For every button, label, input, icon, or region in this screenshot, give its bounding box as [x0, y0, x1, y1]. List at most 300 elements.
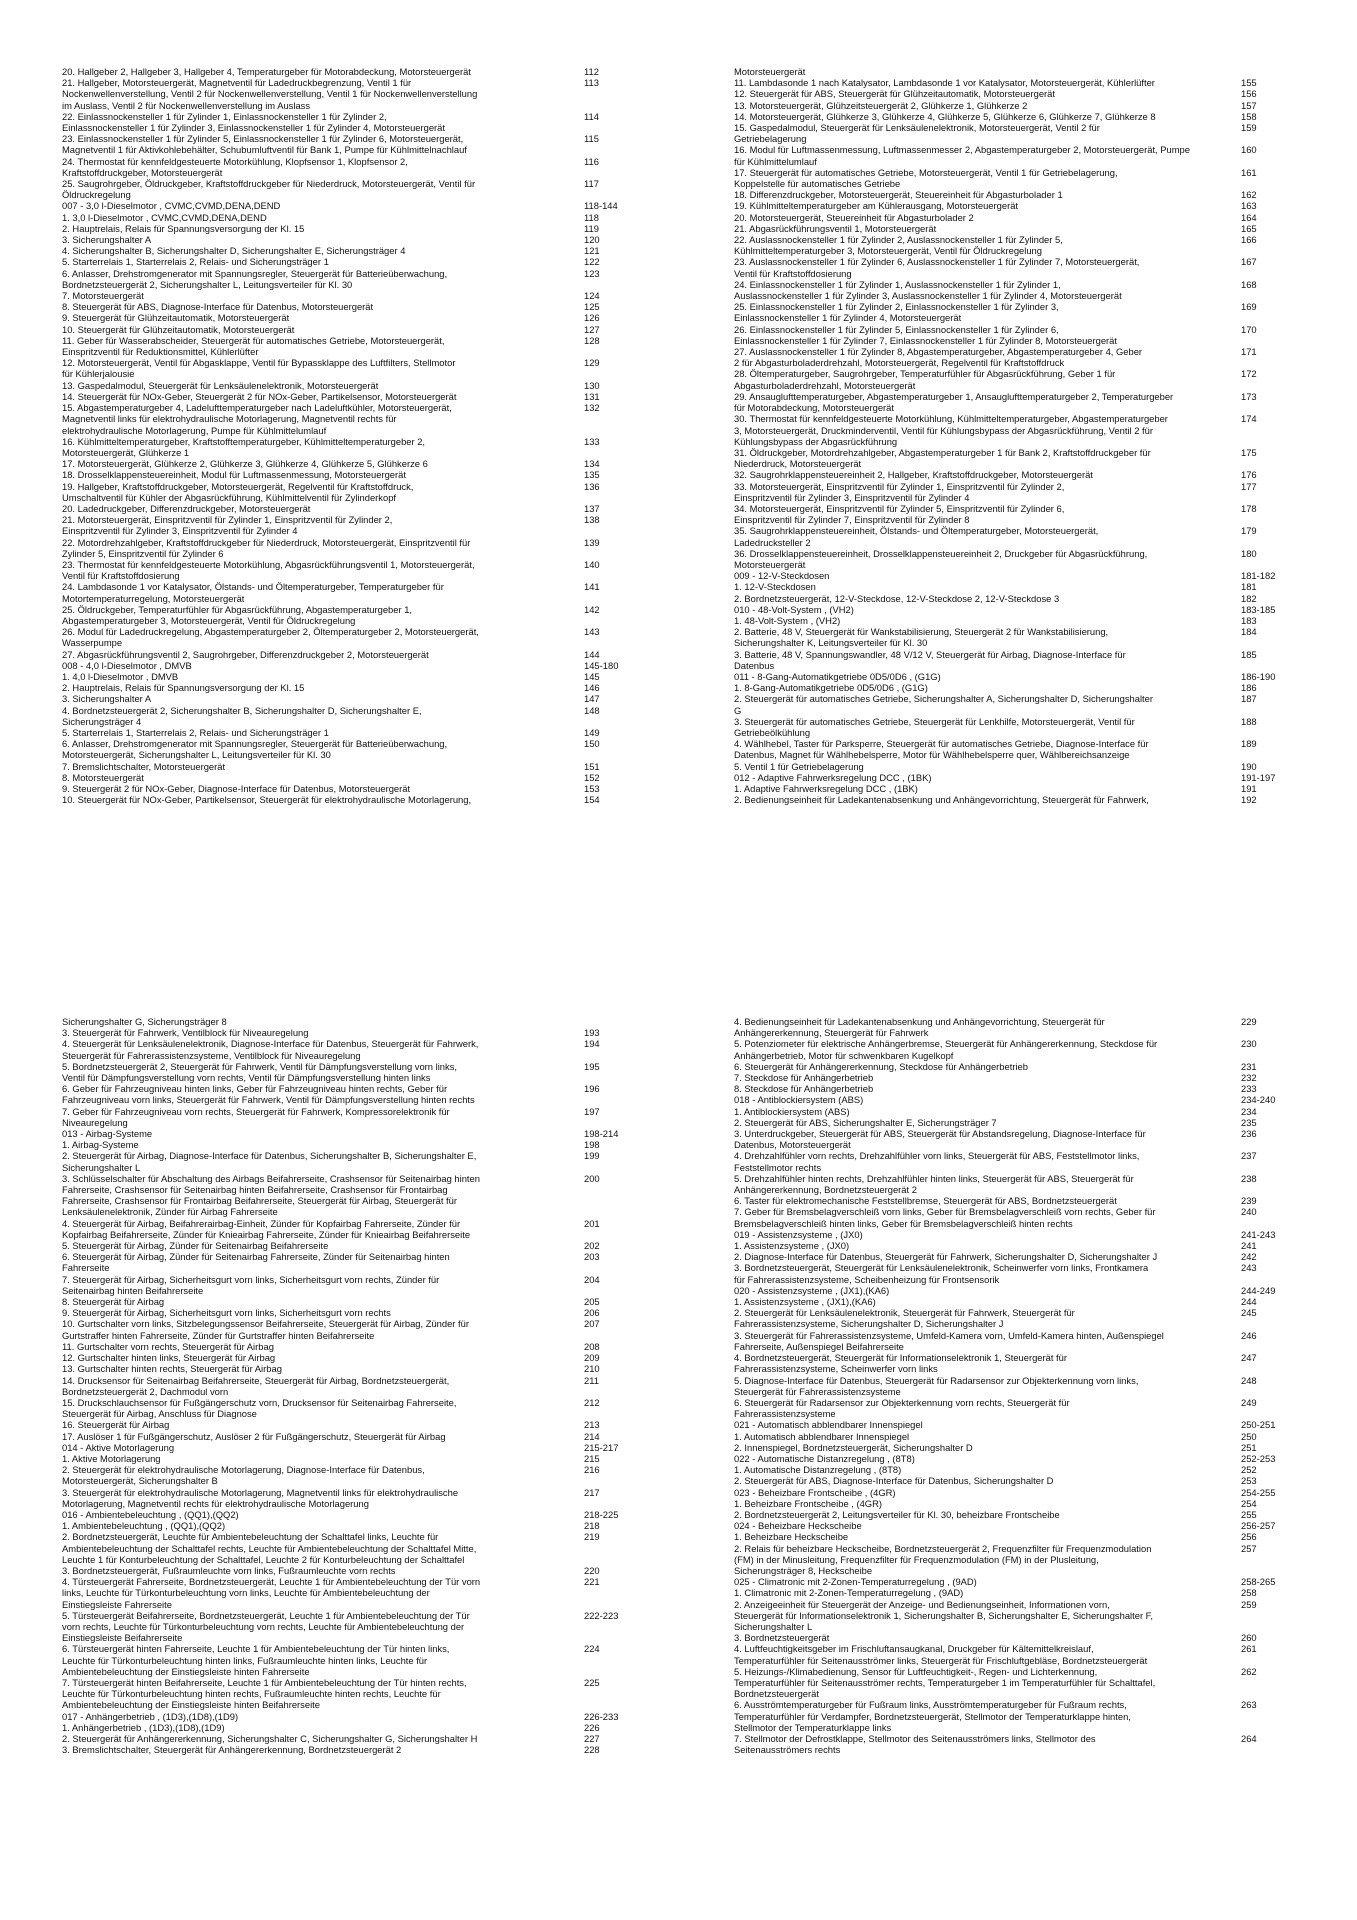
toc-entry-title: 25. Einlassnockensteller 1 für Zylinder 2, Einlassnockensteller 1 für Zylinder 3, Einlassnockensteller 1 für Zylinder 4, Motorsteuergerät: [734, 301, 1059, 324]
toc-entry-title: 6. Anlasser, Drehstromgenerator mit Spannungsregler, Steuergerät für Batterieüberwachung, Motorsteuergerät, Sicherungshalter L, Leitungsverteiler für Kl. 30: [62, 738, 448, 761]
toc-entry-title: 17. Steuergerät für automatisches Getriebe, Motorsteuergerät, Ventil 1 für Getriebelagerung, Koppelstelle für automatisches Getriebe: [734, 166, 1118, 190]
toc-entry: [734, 738, 1296, 760]
toc-entry: [62, 1016, 644, 1027]
toc-entry: [62, 1274, 644, 1296]
toc-entry-title: 22. Motordrehzahlgeber, Kraftstoffdruckgeber für Niederdruck, Motorsteuergerät, Einspritzventil für Zylinder 5, Einspritzventil für Zylinder 6: [62, 536, 471, 559]
toc-entry-title: 15. Druckschlauchsensor für Fußgängerschutz vorn, Drucksensor für Seitenairbag Fahrerseite, Steuergerät für Airbag, Anschluss für Diagnose: [62, 1396, 457, 1420]
toc-entry-page: 185: [1241, 648, 1257, 660]
toc-entry-page: 209: [584, 1352, 600, 1364]
toc-entry-page: 163: [1241, 200, 1257, 212]
toc-entry-page: 252-253: [1241, 1452, 1276, 1464]
toc-entry: [734, 1229, 1296, 1240]
toc-entry-page: 205: [584, 1296, 600, 1308]
toc-entry-title: 7. Steuergerät für Airbag, Sicherheitsgurt vorn links, Sicherheitsgurt vorn rechts, Zünder für Seitenairbag hinten Beifahrerseite: [62, 1273, 440, 1296]
toc-entry: [62, 256, 644, 267]
toc-entry-title: 12. Gurtschalter hinten links, Steuergerät für Airbag: [62, 1352, 276, 1364]
toc-entry-page: 181: [1241, 581, 1257, 593]
toc-entry: [734, 1117, 1296, 1128]
toc-entry-page: 117: [584, 178, 599, 190]
toc-entry: [734, 1509, 1296, 1520]
toc-entry-page: 123: [584, 267, 600, 279]
toc-entry-title: 24. Lambdasonde 1 vor Katalysator, Ölstands- und Öltemperaturgeber, Temperaturgeber für Motortemperaturregelung, Motorsteuergerät: [62, 581, 444, 604]
toc-entry: [734, 391, 1296, 413]
toc-entry: [62, 66, 644, 77]
toc-entry-title: 2. Diagnose-Interface für Datenbus, Steuergerät für Fahrwerk, Sicherungshalter D, Sicherungshalter J: [734, 1251, 1158, 1263]
toc-entry-page: 220: [584, 1564, 600, 1576]
toc-entry-page: 155: [1241, 77, 1257, 89]
toc-entry-page: 146: [584, 682, 600, 694]
toc-entry: [62, 783, 644, 794]
toc-entry-page: 164: [1241, 211, 1257, 223]
toc-entry-page: 158: [1241, 110, 1257, 122]
toc-entry-page: 122: [584, 256, 600, 268]
toc-entry: [734, 167, 1296, 189]
toc-entry-page: 222-223: [584, 1609, 619, 1621]
toc-entry: [734, 1240, 1296, 1251]
toc-entry-page: 263: [1241, 1699, 1257, 1711]
toc-entry: [734, 77, 1296, 88]
toc-entry: [734, 1173, 1296, 1195]
toc-entry-page: 126: [584, 312, 600, 324]
toc-entry-title: 1. Anhängerbetrieb , (1D3),(1D8),(1D9): [62, 1721, 225, 1733]
toc-entry-page: 193: [584, 1027, 600, 1039]
toc-entry-page: 219: [584, 1531, 600, 1543]
toc-entry: [734, 693, 1296, 715]
toc-entry-page: 236: [1241, 1128, 1257, 1140]
toc-entry-title: 2. Steuergerät für Anhängererkennung, Sicherungshalter C, Sicherungshalter G, Sicherungshalter H: [62, 1733, 478, 1744]
toc-entry: [62, 727, 644, 738]
toc-entry-title: 6. Steuergerät für Airbag, Zünder für Seitenairbag Fahrerseite, Zünder für Seitenairbag hinten Fahrerseite: [62, 1251, 450, 1274]
toc-entry: [734, 368, 1296, 390]
toc-entry: [62, 1296, 644, 1307]
toc-entry-title: 7. Stellmotor der Defrostklappe, Stellmotor des Seitenausströmers links, Stellmotor des Seitenausströmers rechts: [734, 1733, 1096, 1756]
toc-entry: [62, 1487, 644, 1509]
toc-entry: [62, 212, 644, 223]
document-page-2: [0, 960, 1357, 1920]
toc-entry-title: 2. Steuergerät für ABS, Sicherungshalter E, Sicherungsträger 7: [734, 1116, 997, 1128]
toc-entry: [734, 256, 1296, 278]
toc-entry: [734, 1375, 1296, 1397]
toc-entry: [734, 548, 1296, 570]
toc-entry: [734, 503, 1296, 525]
toc-entry: [62, 436, 644, 458]
toc-entry-page: 233: [1241, 1083, 1257, 1095]
toc-entry-page: 252: [1241, 1464, 1257, 1476]
toc-entry-title: 5. Ventil 1 für Getriebelagerung: [734, 760, 864, 772]
toc-entry-title: 11. Geber für Wasserabscheider, Steuergerät für automatisches Getriebe, Motorsteuergerät, Einspritzventil für Reduktionsmittel, Kühlerlüfter: [62, 334, 445, 358]
toc-entry: [62, 481, 644, 503]
toc-entry-title: 1. 3,0 l-Dieselmotor , CVMC,CVMD,DENA,DEND: [62, 211, 267, 223]
toc-entry-page: 217: [584, 1486, 600, 1498]
toc-entry: [62, 357, 644, 379]
toc-entry: [734, 1587, 1296, 1598]
toc-entry-page: 254: [1241, 1497, 1257, 1509]
toc-entry-title: 8. Steckdose für Anhängerbetrieb: [734, 1083, 874, 1095]
toc-entry-page: 241: [1241, 1240, 1257, 1252]
toc-entry: [734, 447, 1296, 469]
toc-entry-page: 167: [1241, 256, 1257, 268]
toc-entry-page: 187: [1241, 693, 1257, 705]
toc-entry: [62, 335, 644, 357]
toc-entry-page: 132: [584, 402, 600, 414]
toc-entry-page: 259: [1241, 1598, 1257, 1610]
toc-entry-page: 195: [584, 1060, 600, 1072]
toc-entry-page: 174: [1241, 413, 1257, 425]
toc-entry-page: 196: [584, 1083, 600, 1095]
toc-entry-page: 133: [584, 435, 600, 447]
toc-entry-page: 145: [584, 670, 600, 682]
toc-entry: [62, 1352, 644, 1363]
toc-entry-title: 2. Hauptrelais, Relais für Spannungsversorgung der Kl. 15: [62, 222, 305, 234]
toc-entry: [734, 100, 1296, 111]
toc-entry-page: 149: [584, 726, 600, 738]
toc-entry-title: 1. Automatisch abblendbarer Innenspiegel: [734, 1430, 910, 1442]
toc-entry: [62, 1610, 644, 1644]
toc-entry: [734, 1307, 1296, 1329]
toc-entry: [734, 1531, 1296, 1542]
toc-entry-page: 234-240: [1241, 1094, 1276, 1106]
toc-entry: [62, 1251, 644, 1273]
toc-entry-title: 19. Kühlmitteltemperaturgeber am Kühlerausgang, Motorsteuergerät: [734, 200, 1019, 212]
toc-entry: [734, 615, 1296, 626]
toc-entry-page: 124: [584, 290, 600, 302]
toc-entry-page: 251: [1241, 1441, 1257, 1453]
toc-entry-page: 127: [584, 323, 600, 335]
toc-entry-title: 020 - Assistenzsysteme , (JX1),(KA6): [734, 1284, 890, 1296]
toc-entry: [734, 346, 1296, 368]
toc-entry: [62, 581, 644, 603]
toc-entry: [62, 1509, 644, 1520]
toc-entry: [62, 1520, 644, 1531]
toc-entry: [734, 324, 1296, 346]
toc-entry: [62, 391, 644, 402]
toc-entry-page: 256: [1241, 1531, 1257, 1543]
toc-entry-title: 2. Bordnetzsteuergerät, 12-V-Steckdose, 12-V-Steckdose 2, 12-V-Steckdose 3: [734, 592, 1060, 604]
toc-entry-title: 3. Bordnetzsteuergerät, Fußraumleuchte vorn links, Fußraumleuchte vorn rechts: [62, 1564, 396, 1576]
toc-entry-title: 021 - Automatisch abblendbarer Innenspiegel: [734, 1419, 923, 1431]
toc-entry-title: 16. Kühlmitteltemperaturgeber, Kraftstofftemperaturgeber, Kühlmitteltemperaturgeber 2, Motorsteuergerät, Glühkerze 1: [62, 435, 426, 458]
toc-entry-title: 27. Auslassnockensteller 1 für Zylinder 8, Abgastemperaturgeber, Abgastemperaturgeber 4, Geber 2 für Abgasturboladerdrehzahl, Motorsteuergerät, Regelventil für Kraftstoffdruck: [734, 346, 1143, 369]
toc-entry-page: 173: [1241, 390, 1257, 402]
toc-entry-page: 235: [1241, 1116, 1257, 1128]
toc-entry-page: 116: [584, 155, 599, 167]
toc-entry-page: 151: [584, 760, 600, 772]
toc-entry-page: 262: [1241, 1665, 1257, 1677]
toc-entry-page: 180: [1241, 547, 1257, 559]
toc-entry-page: 171: [1241, 346, 1257, 358]
toc-entry: [62, 1128, 644, 1139]
toc-entry-title: 2. Steuergerät für Airbag, Diagnose-Interface für Datenbus, Sicherungshalter B, Sicherungshalter E, Sicherungshalter L: [62, 1150, 477, 1173]
toc-entry-page: 175: [1241, 446, 1257, 458]
toc-entry: [62, 312, 644, 323]
toc-entry-title: 21. Hallgeber, Motorsteuergerät, Magnetventil für Ladedruckbegrenzung, Ventil 1 für Nockenwellenverstellung, Ventil 2 für Nockenwellenverstellung, Ventil 1 für Nockenwellenverstellung im Auslass, Ventil 2 für Nockenwellenverstellung im Auslass: [62, 77, 478, 111]
toc-entry: [734, 469, 1296, 480]
toc-entry-page: 258: [1241, 1587, 1257, 1599]
toc-entry-title: 013 - Airbag-Systeme: [62, 1128, 153, 1140]
toc-entry: [62, 156, 644, 178]
toc-entry: [734, 1195, 1296, 1206]
toc-entry-title: 27. Abgasrückführungsventil 2, Saugrohrgeber, Differenzdruckgeber 2, Motorsteuergerät: [62, 648, 429, 660]
toc-entry-page: 228: [584, 1744, 600, 1756]
toc-entry: [62, 290, 644, 301]
toc-entry: [62, 1240, 644, 1251]
toc-entry: [62, 178, 644, 200]
toc-entry-page: 244-249: [1241, 1284, 1276, 1296]
toc-entry-title: 1. Adaptive Fahrwerksregelung DCC , (1BK): [734, 783, 918, 794]
toc-entry: [62, 1722, 644, 1733]
toc-entry-title: 025 - Climatronic mit 2-Zonen-Temperaturregelung , (9AD): [734, 1576, 977, 1588]
toc-entry-title: 4. Luftfeuchtigkeitsgeber im Frischluftansaugkanal, Druckgeber für Kältemittelkreislauf, Temperaturfühler für Seitenausströmer links, Steuergerät für Frischluftgebläse, Bordnetzsteuergerät: [734, 1643, 1148, 1666]
toc-entry-title: 4. Steuergerät für Airbag, Beifahrerairbag-Einheit, Zünder für Kopfairbag Fahrerseite, Zünder für Kopfairbag Beifahrerseite, Zünder für Knieairbag Fahrerseite, Zünder für Knieairbag Beifahrerseite: [62, 1217, 471, 1240]
toc-entry-title: 010 - 48-Volt-System , (VH2): [734, 603, 854, 615]
toc-entry: [734, 301, 1296, 323]
toc-column-right: [734, 66, 1296, 805]
toc-entry-title: 13. Gaspedalmodul, Steuergerät für Lenksäulenelektronik, Motorsteuergerät: [62, 379, 379, 391]
toc-entry: [734, 604, 1296, 615]
toc-entry-page: 253: [1241, 1475, 1257, 1487]
toc-entry: [62, 380, 644, 391]
toc-entry-title: 20. Ladedruckgeber, Differenzdruckgeber, Motorsteuergerät: [62, 502, 311, 514]
toc-entry: [62, 458, 644, 469]
toc-entry-title: 2. Innenspiegel, Bordnetzsteuergerät, Sicherungshalter D: [734, 1441, 973, 1453]
toc-entry-page: 199: [584, 1150, 600, 1162]
toc-entry-page: 256-257: [1241, 1520, 1276, 1532]
toc-entry-page: 248: [1241, 1374, 1257, 1386]
toc-entry: [734, 794, 1296, 805]
toc-entry-page: 204: [584, 1273, 600, 1285]
toc-entry: [734, 279, 1296, 301]
toc-entry-title: 8. Steuergerät für ABS, Diagnose-Interface für Datenbus, Motorsteuergerät: [62, 301, 374, 313]
toc-entry-page: 119: [584, 222, 599, 234]
toc-entry-page: 226: [584, 1721, 600, 1733]
toc-entry: [62, 1442, 644, 1453]
toc-entry-page: 257: [1241, 1542, 1257, 1554]
toc-column-right: [734, 1016, 1296, 1755]
toc-entry-title: 014 - Aktive Motorlagerung: [62, 1441, 175, 1453]
toc-entry-page: 203: [584, 1251, 600, 1263]
toc-entry-page: 249: [1241, 1396, 1257, 1408]
toc-entry: [734, 1262, 1296, 1284]
toc-entry: [734, 1475, 1296, 1486]
toc-entry-title: 3. Bordnetzsteuergerät, Steuergerät für Lenksäulenelektronik, Scheinwerfer vorn links, Frontkamera für Fahrerassistenzsysteme, Scheibenheizung für Frontsensorik: [734, 1262, 1149, 1285]
toc-entry-page: 232: [1241, 1072, 1257, 1084]
toc-entry: [734, 525, 1296, 547]
toc-entry: [62, 469, 644, 480]
toc-entry-title: 10. Steuergerät für Glühzeitautomatik, Motorsteuergerät: [62, 323, 295, 335]
toc-entry-page: 264: [1241, 1733, 1257, 1744]
toc-entry: [62, 1061, 644, 1083]
toc-entry-title: 024 - Beheizbare Heckscheibe: [734, 1520, 862, 1532]
toc-entry-page: 212: [584, 1396, 600, 1408]
toc-entry-title: 4. Steuergerät für Lenksäulenelektronik, Diagnose-Interface für Datenbus, Steuergerät für Fahrwerk, Steuergerät für Fahrerassistenzsysteme, Ventilblock für Niveauregelung: [62, 1038, 479, 1061]
toc-entry-page: 177: [1241, 480, 1257, 492]
toc-entry: [62, 794, 644, 805]
toc-entry-title: 5. Heizungs-/Klimabedienung, Sensor für Luftfeuchtigkeit-, Regen- und Lichterkennung, Temperaturfühler für Seitenausströmer rechts, Temperaturgeber 1 im Temperaturfühler für Schalttafel, Bordnetzsteuergerät: [734, 1665, 1156, 1700]
toc-entry-page: 225: [584, 1676, 600, 1688]
toc-entry-title: 4. Bordnetzsteuergerät, Steuergerät für Informationselektronik 1, Steuergerät für Fahrerassistenzsysteme, Scheinwerfer vorn links: [734, 1352, 1067, 1375]
toc-entry: [734, 200, 1296, 211]
toc-entry-title: 10. Steuergerät für NOx-Geber, Partikelsensor, Steuergerät für elektrohydraulische Motorlagerung,: [62, 794, 472, 806]
toc-entry-page: 254-255: [1241, 1486, 1276, 1498]
toc-entry: [734, 1094, 1296, 1105]
toc-entry-title: 3. Schlüsselschalter für Abschaltung des Airbags Beifahrerseite, Crashsensor für Seitenairbag hinten Fahrerseite, Crashsensor für Seitenairbag hinten Beifahrerseite, Crashsensor für Frontairbag Fahrerseite, Crashsensor für Frontairbag Beifahrerseite, Steuergerät für Airbag, Steuergerät für Lenksäulenelektronik, Zünder für Airbag Fahrerseite: [62, 1172, 480, 1218]
toc-entry-page: 183: [1241, 614, 1257, 626]
toc-entry-page: 165: [1241, 222, 1257, 234]
toc-entry-page: 197: [584, 1105, 600, 1117]
toc-entry-title: 019 - Assistenzsysteme , (JX0): [734, 1228, 863, 1240]
toc-entry-page: 242: [1241, 1251, 1257, 1263]
toc-entry-title: 4. Drehzahlfühler vorn rechts, Drehzahlfühler vorn links, Steuergerät für ABS, Feststellmotor links, Feststellmotor rechts: [734, 1150, 1140, 1173]
toc-entry: [734, 1431, 1296, 1442]
toc-entry-page: 258-265: [1241, 1576, 1276, 1588]
toc-entry-title: 008 - 4,0 l-Dieselmotor , DMVB: [62, 659, 192, 671]
toc-entry-title: 4. Bordnetzsteuergerät 2, Sicherungshalter B, Sicherungshalter D, Sicherungshalter E, Sicherungsträger 4: [62, 704, 422, 727]
toc-entry-title: 26. Einlassnockensteller 1 für Zylinder 5, Einlassnockensteller 1 für Zylinder 6, Einlassnockensteller 1 für Zylinder 7, Einlassnockensteller 1 für Zylinder 8, Motorsteuergerät: [734, 323, 1117, 346]
toc-entry-page: 214: [584, 1430, 600, 1442]
toc-entry-title: Sicherungshalter G, Sicherungsträger 8: [62, 1016, 227, 1027]
toc-entry-page: 247: [1241, 1352, 1257, 1364]
toc-entry: [62, 324, 644, 335]
toc-entry-title: 26. Modul für Ladedruckregelung, Abgastemperaturgeber 2, Öltemperaturgeber 2, Motorsteuergerät, Wasserpumpe: [62, 626, 479, 649]
toc-entry-title: 22. Einlassnockensteller 1 für Zylinder 1, Einlassnockensteller 1 für Zylinder 2, Einlassnockensteller 1 für Zylinder 3, Einlassnockensteller 1 für Zylinder 4, Motorsteuergerät: [62, 110, 445, 134]
toc-entry-title: 5. Bordnetzsteuergerät 2, Steuergerät für Fahrwerk, Ventil für Dämpfungsverstellung vorn links, Ventil für Dämpfungsverstellung vorn rechts, Ventil für Dämpfungsverstellung hinten links: [62, 1060, 457, 1084]
toc-entry: [734, 783, 1296, 794]
toc-entry-title: 3. Sicherungshalter A: [62, 234, 152, 246]
toc-entry-page: 202: [584, 1240, 600, 1252]
toc-entry: [734, 122, 1296, 144]
toc-entry-title: 16. Modul für Luftmassenmessung, Luftmassenmesser 2, Abgastemperaturgeber 2, Motorsteuergerät, Pumpe für Kühlmittelumlauf: [734, 144, 1190, 167]
toc-entry-page: 183-185: [1241, 603, 1276, 615]
toc-entry: [734, 1128, 1296, 1150]
toc-entry-page: 211: [584, 1374, 599, 1386]
toc-entry-title: 21. Abgasrückführungsventil 1, Motorsteuergerät: [734, 222, 937, 234]
toc-entry: [62, 1531, 644, 1565]
toc-entry-page: 156: [1241, 88, 1257, 100]
toc-entry: [734, 1576, 1296, 1587]
toc-entry-page: 186-190: [1241, 670, 1276, 682]
toc-entry-page: 237: [1241, 1150, 1257, 1162]
toc-entry: [734, 212, 1296, 223]
toc-entry-title: 23. Auslassnockensteller 1 für Zylinder 6, Auslassnockensteller 1 für Zylinder 7, Motorsteuergerät, Ventil für Kraftstoffdosierung: [734, 256, 1140, 279]
toc-entry-title: 3. Unterdruckgeber, Steuergerät für ABS, Steuergerät für Abstandsregelung, Diagnose-Interface für Datenbus, Motorsteuergerät: [734, 1128, 1146, 1151]
toc-entry-title: 35. Saugrohrklappensteuereinheit, Ölstands- und Öltemperaturgeber, Motorsteuergerät, Ladedrucksteller 2: [734, 525, 1099, 548]
toc-entry-title: 3. Bremslichtschalter, Steuergerät für Anhängererkennung, Bordnetzsteuergerät 2: [62, 1744, 402, 1756]
toc-entry: [734, 570, 1296, 581]
toc-entry-page: 208: [584, 1340, 600, 1352]
toc-entry: [734, 1206, 1296, 1228]
toc-entry-page: 137: [584, 502, 600, 514]
toc-entry-page: 135: [584, 469, 600, 481]
toc-entry-page: 240: [1241, 1206, 1257, 1218]
toc-entry-title: 2. Steuergerät für Lenksäulenelektronik, Steuergerät für Fahrwerk, Steuergerät für Fahrerassistenzsysteme, Sicherungshalter D, Sicherungshalter J: [734, 1307, 1075, 1330]
toc-entry: [62, 761, 644, 772]
toc-entry: [734, 1352, 1296, 1374]
toc-entry-title: 2. Steuergerät für elektrohydraulische Motorlagerung, Diagnose-Interface für Datenbus, Motorsteuergerät, Sicherungshalter B: [62, 1464, 425, 1487]
toc-entry-page: 162: [1241, 189, 1257, 201]
toc-entry-page: 176: [1241, 469, 1257, 481]
toc-entry: [734, 581, 1296, 592]
toc-entry: [734, 1072, 1296, 1083]
toc-entry: [62, 1419, 644, 1430]
toc-entry: [62, 1307, 644, 1318]
toc-entry-title: 2. Steuergerät für automatisches Getriebe, Sicherungshalter A, Sicherungshalter D, Sicherungshalter G: [734, 693, 1153, 716]
toc-entry-title: 11. Lambdasonde 1 nach Katalysator, Lambdasonde 1 vor Katalysator, Motorsteuergerät, Kühlerlüfter: [734, 77, 1155, 89]
toc-entry: [734, 1520, 1296, 1531]
toc-entry-page: 114: [584, 110, 599, 122]
toc-entry-page: 206: [584, 1307, 600, 1319]
toc-column-left: [62, 1016, 644, 1755]
toc-entry-title: 3. Steuergerät für Fahrerassistenzsysteme, Umfeld-Kamera vorn, Umfeld-Kamera hinten, Außenspiegel Fahrerseite, Außenspiegel Beifahrerseite: [734, 1329, 1164, 1352]
toc-entry-title: 4. Sicherungshalter B, Sicherungshalter D, Sicherungshalter E, Sicherungsträger 4: [62, 245, 406, 257]
toc-entry-page: [582, 1016, 644, 1027]
toc-entry-title: 7. Steckdose für Anhängerbetrieb: [734, 1072, 874, 1084]
toc-entry-page: 136: [584, 480, 600, 492]
toc-entry-title: 18. Drosselklappensteuereinheit, Modul für Luftmassenmessung, Motorsteuergerät: [62, 469, 406, 481]
toc-entry-title: 022 - Automatische Distanzregelung , (8T8): [734, 1452, 915, 1464]
toc-entry-page: 112: [584, 66, 599, 77]
toc-entry-title: 1. Assistenzsysteme , (JX1),(KA6): [734, 1296, 876, 1308]
toc-entry: [62, 626, 644, 648]
toc-entry-page: 192: [1241, 794, 1257, 806]
toc-entry: [734, 413, 1296, 447]
toc-entry: [62, 402, 644, 436]
toc-entry: [62, 1744, 644, 1755]
toc-entry: [62, 693, 644, 704]
toc-entry-title: 7. Bremslichtschalter, Motorsteuergerät: [62, 760, 226, 772]
toc-entry-title: 20. Hallgeber 2, Hallgeber 3, Hallgeber 4, Temperaturgeber für Motorabdeckung, Motorsteuergerät: [62, 66, 471, 77]
toc-entry: [62, 705, 644, 727]
toc-entry: [62, 604, 644, 626]
toc-entry-page: 200: [584, 1172, 600, 1184]
toc-entry-title: 6. Steuergerät für Radarsensor zur Objekterkennung vorn rechts, Steuergerät für Fahrerassistenzsysteme: [734, 1396, 1070, 1420]
toc-entry: [62, 1431, 644, 1442]
toc-entry-page: 145-180: [584, 659, 619, 671]
toc-entry-title: 4. Türsteuergerät Fahrerseite, Bordnetzsteuergerät, Leuchte 1 für Ambientebeleuchtung der Tür vorn links, Leuchte für Türkonturbeleuchtung vorn links, Leuchte für Ambientebeleuchtung der Einstiegsleiste Fahrerseite: [62, 1576, 481, 1610]
toc-entry: [62, 660, 644, 671]
toc-entry-page: 166: [1241, 234, 1257, 246]
toc-entry-title: 10. Gurtschalter vorn links, Sitzbelegungssensor Beifahrerseite, Steuergerät für Airbag, Zünder für Gurtstraffer hinten Fahrerseite, Zünder für Gurtstraffer hinten Beifahrerseite: [62, 1318, 469, 1341]
toc-entry-page: 260: [1241, 1632, 1257, 1644]
toc-entry-title: 5. Drehzahlfühler hinten rechts, Drehzahlfühler hinten links, Steuergerät für ABS, Steuergerät für Anhängererkennung, Bordnetzsteuergerät 2: [734, 1172, 1134, 1196]
toc-entry-page: 229: [1241, 1016, 1257, 1027]
toc-entry-title: 3. Steuergerät für elektrohydraulische Motorlagerung, Magnetventil links für elektrohydraulische Motorlagerung, Magnetventil rechts für elektrohydraulische Motorlagerung: [62, 1486, 459, 1509]
toc-entry-title: 21. Motorsteuergerät, Einspritzventil für Zylinder 1, Einspritzventil für Zylinder 2, Einspritzventil für Zylinder 3, Einspritzventil für Zylinder 4: [62, 514, 393, 537]
toc-entry-title: 17. Motorsteuergerät, Glühkerze 2, Glühkerze 3, Glühkerze 4, Glühkerze 5, Glühkerze 6: [62, 458, 428, 470]
toc-entry-page: 207: [584, 1318, 600, 1330]
toc-entry-page: 250: [1241, 1430, 1257, 1442]
toc-entry-page: 170: [1241, 323, 1257, 335]
toc-entry-title: 2. Steuergerät für ABS, Diagnose-Interface für Datenbus, Sicherungshalter D: [734, 1475, 1054, 1487]
toc-entry-title: 17. Auslöser 1 für Fußgängerschutz, Auslöser 2 für Fußgängerschutz, Steuergerät für Airbag: [62, 1430, 446, 1442]
toc-entry-title: 1. Automatische Distanzregelung , (8T8): [734, 1464, 902, 1476]
toc-entry: [734, 682, 1296, 693]
toc-entry-title: 5. Potenziometer für elektrische Anhängerbremse, Steuergerät für Anhängererkennung, Steckdose für Anhängerbetrieb, Motor für schwenkbaren Kugelkopf: [734, 1038, 1158, 1061]
toc-entry: [734, 1285, 1296, 1296]
toc-entry: [734, 1150, 1296, 1172]
toc-entry: [62, 200, 644, 211]
toc-entry: [62, 537, 644, 559]
toc-entry-page: 230: [1241, 1038, 1257, 1050]
toc-entry: [734, 88, 1296, 99]
toc-entry-title: 14. Steuergerät für NOx-Geber, Steuergerät 2 für NOx-Geber, Partikelsensor, Motorsteuergerät: [62, 390, 457, 402]
toc-entry: [734, 1599, 1296, 1633]
toc-entry-page: 150: [584, 738, 600, 750]
toc-entry: [62, 77, 644, 111]
toc-entry: [62, 503, 644, 514]
toc-entry-title: 1. 12-V-Steckdosen: [734, 581, 816, 593]
toc-entry-title: Motorsteuergerät: [734, 66, 806, 77]
toc-entry: [62, 1397, 644, 1419]
